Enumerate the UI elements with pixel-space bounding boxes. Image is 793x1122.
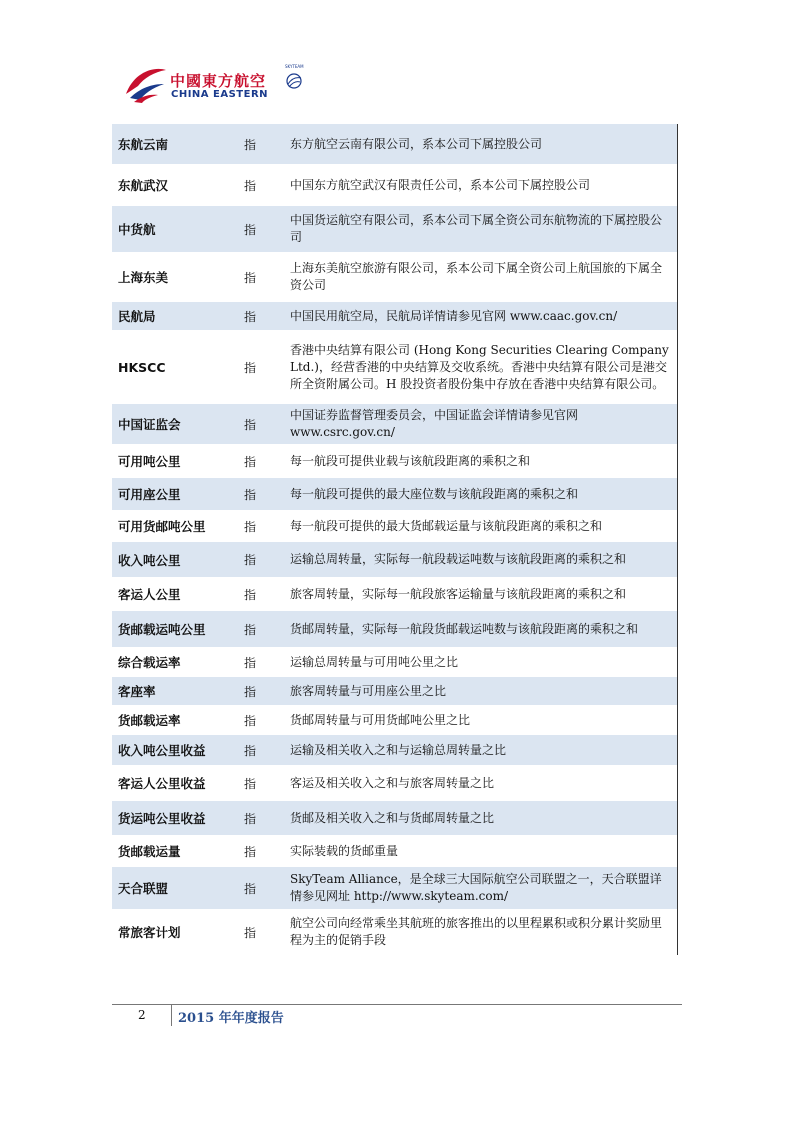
term-cell: 货运吨公里收益 (118, 811, 206, 826)
table-row (112, 835, 677, 867)
zhi-cell: 指 (244, 811, 257, 826)
table-row (112, 542, 677, 577)
term-cell: 民航局 (118, 309, 156, 324)
zhi-cell: 指 (244, 844, 257, 859)
zhi-cell: 指 (244, 776, 257, 791)
definition-cell: 香港中央结算有限公司 (Hong Kong Securities Clearing Company Ltd.)，经营香港的中央结算及交收系统。香港中央结算有限公司是港交所全资附属公司。H 股投资者股份集中存放在香港中央结算有限公司。 (290, 342, 669, 391)
term-cell: 常旅客计划 (118, 925, 181, 940)
zhi-cell: 指 (244, 417, 257, 432)
term-cell: 东航云南 (118, 137, 169, 152)
table-row (112, 677, 677, 705)
term-cell: 货邮载运吨公里 (118, 622, 206, 637)
glossary-table (112, 124, 678, 955)
definition-cell: 中国民用航空局，民航局详情请参见官网 www.caac.gov.cn/ (290, 308, 618, 323)
term-cell: 收入吨公里收益 (118, 743, 206, 758)
swallow-logo-icon (124, 64, 168, 104)
zhi-cell: 指 (244, 360, 257, 375)
definition-cell: 每一航段可提供的最大座位数与该航段距离的乘积之和 (290, 486, 579, 501)
table-row (112, 909, 677, 955)
term-cell: 可用座公里 (118, 487, 181, 502)
table-row (112, 444, 677, 478)
zhi-cell: 指 (244, 713, 257, 728)
logo-english-text: CHINA EASTERN (171, 89, 269, 100)
zhi-cell: 指 (244, 553, 257, 567)
definition-cell: 每一航段可提供的最大货邮载运量与该航段距离的乘积之和 (290, 518, 603, 533)
definition-cell: 东方航空云南有限公司，系本公司下属控股公司 (290, 136, 543, 151)
definition-cell: 中国证券监督管理委员会，中国证监会详情请参见官网 www.csrc.gov.cn/ (290, 408, 579, 439)
table-row (112, 404, 677, 444)
table-row (112, 478, 677, 510)
term-cell: HKSCC (118, 359, 166, 375)
zhi-cell: 指 (244, 137, 257, 152)
term-cell: 东航武汉 (118, 178, 169, 193)
definition-cell: 航空公司向经常乘坐其航班的旅客推出的以里程累积或积分累计奖励里程为主的促销手段 (290, 916, 663, 947)
table-row (112, 867, 677, 909)
page-number: 2 (138, 1008, 146, 1022)
table-row (112, 330, 677, 404)
report-title: 2015 年年度报告 (178, 1011, 284, 1026)
definition-cell: 每一航段可提供业载与该航段距离的乘积之和 (290, 453, 531, 468)
zhi-cell: 指 (244, 519, 257, 534)
zhi-cell: 指 (244, 622, 257, 637)
term-cell: 客座率 (118, 684, 156, 699)
table-row (112, 252, 677, 302)
term-cell: 收入吨公里 (118, 552, 181, 568)
term-cell: 客运人公里收益 (118, 776, 206, 791)
footer-separator (171, 1004, 172, 1026)
definition-cell: 中国东方航空武汉有限责任公司，系本公司下属控股公司 (290, 177, 591, 192)
term-cell: 货邮载运率 (118, 713, 181, 728)
zhi-cell: 指 (244, 178, 257, 193)
term-cell: 中国证监会 (118, 417, 181, 432)
zhi-cell: 指 (244, 454, 257, 469)
zhi-cell: 指 (244, 587, 257, 602)
table-row (112, 647, 677, 677)
definition-cell: 货邮及相关收入之和与货邮周转量之比 (290, 810, 495, 825)
definition-cell: 客运及相关收入之和与旅客周转量之比 (290, 775, 495, 790)
definition-cell: 货邮周转量，实际每一航段货邮载运吨数与该航段距离的乘积之和 (290, 621, 639, 636)
term-cell: 可用吨公里 (118, 454, 181, 469)
term-cell: 可用货邮吨公里 (118, 519, 206, 534)
zhi-cell: 指 (244, 881, 257, 896)
footer-divider (112, 1004, 682, 1005)
zhi-cell: 指 (244, 743, 257, 758)
zhi-cell: 指 (244, 270, 257, 285)
table-row (112, 611, 677, 647)
definition-cell: 上海东美航空旅游有限公司，系本公司下属全资公司上航国旅的下属全资公司 (290, 261, 663, 292)
term-cell: 客运人公里 (118, 587, 181, 602)
definition-cell: 运输总周转量与可用吨公里之比 (290, 654, 459, 669)
definition-cell: 货邮周转量与可用货邮吨公里之比 (290, 712, 471, 727)
term-cell: 天合联盟 (118, 881, 169, 896)
term-cell: 中货航 (118, 222, 156, 237)
skyteam-label: SKYTEAM (285, 64, 304, 69)
zhi-cell: 指 (244, 655, 257, 670)
table-row (112, 577, 677, 611)
table-row (112, 124, 677, 164)
table-row (112, 735, 677, 765)
skyteam-icon (284, 68, 304, 94)
definition-cell: 旅客周转量与可用座公里之比 (290, 683, 447, 698)
table-row (112, 765, 677, 801)
table-row (112, 206, 677, 252)
definition-cell: 中国货运航空有限公司，系本公司下属全资公司东航物流的下属控股公司 (290, 213, 663, 244)
zhi-cell: 指 (244, 222, 257, 237)
definition-cell: 实际装载的货邮重量 (290, 843, 399, 858)
china-eastern-logo (124, 64, 304, 108)
logo-chinese-text: 中國東方航空 (170, 72, 267, 90)
definition-cell: SkyTeam Alliance，是全球三大国际航空公司联盟之一，天合联盟详情参见网址 http://www.skyteam.com/ (290, 872, 662, 903)
zhi-cell: 指 (244, 925, 257, 940)
table-row (112, 164, 677, 206)
term-cell: 货邮载运量 (118, 844, 181, 859)
zhi-cell: 指 (244, 487, 257, 502)
table-row (112, 801, 677, 835)
definition-cell: 旅客周转量，实际每一航段旅客运输量与该航段距离的乘积之和 (290, 586, 627, 601)
table-row (112, 705, 677, 735)
table-row (112, 510, 677, 542)
definition-cell: 运输及相关收入之和与运输总周转量之比 (290, 742, 507, 757)
term-cell: 综合载运率 (118, 655, 181, 670)
zhi-cell: 指 (244, 684, 257, 699)
definition-cell: 运输总周转量，实际每一航段载运吨数与该航段距离的乘积之和 (290, 552, 627, 566)
term-cell: 上海东美 (118, 270, 169, 285)
table-row (112, 302, 677, 330)
zhi-cell: 指 (244, 309, 257, 324)
